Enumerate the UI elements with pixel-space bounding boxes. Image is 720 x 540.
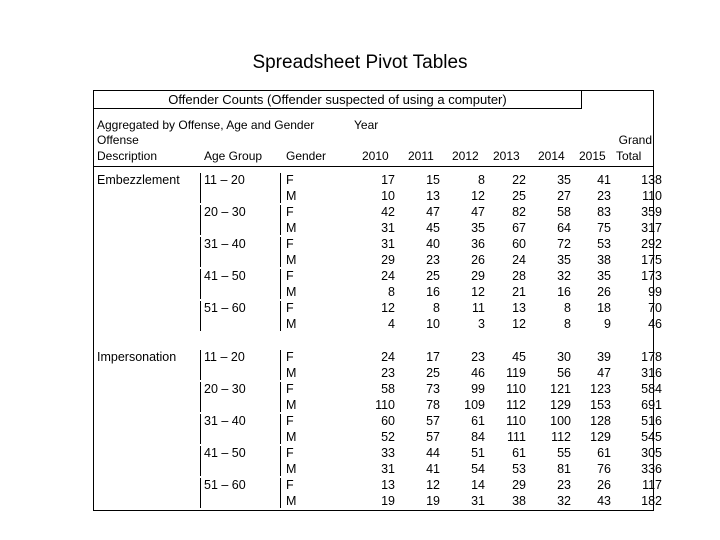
count-cell: 38	[512, 494, 526, 508]
count-cell: 25	[512, 189, 526, 203]
count-cell: 12	[471, 285, 485, 299]
count-cell: 45	[512, 350, 526, 364]
count-cell: 12	[512, 317, 526, 331]
count-cell: 26	[597, 478, 611, 492]
total-header: Total	[616, 149, 642, 163]
grand-total-cell: 182	[641, 494, 662, 508]
count-cell: 60	[512, 237, 526, 251]
age-group-border	[200, 173, 201, 203]
count-cell: 128	[590, 414, 611, 428]
count-cell: 31	[381, 237, 395, 251]
count-cell: 35	[557, 253, 571, 267]
gender-cell: F	[286, 301, 294, 315]
page-title: Spreadsheet Pivot Tables	[252, 52, 468, 73]
offense-header: Offense	[97, 133, 139, 147]
count-cell: 35	[557, 173, 571, 187]
age-group-border	[200, 237, 201, 267]
gender-border	[280, 269, 281, 299]
count-cell: 43	[597, 494, 611, 508]
gender-cell: F	[286, 350, 294, 364]
count-cell: 112	[506, 398, 526, 412]
count-cell: 4	[388, 317, 395, 331]
gender-cell: F	[286, 205, 294, 219]
count-cell: 72	[557, 237, 571, 251]
grand-total-cell: 691	[641, 398, 662, 412]
year-header: Year	[354, 118, 379, 132]
count-cell: 110	[506, 382, 526, 396]
count-cell: 31	[381, 462, 395, 476]
gender-cell: M	[286, 430, 297, 444]
grand-total-cell: 70	[648, 301, 662, 315]
count-cell: 19	[381, 494, 395, 508]
gender-cell: M	[286, 285, 297, 299]
age-group-label: 20 – 30	[204, 205, 246, 219]
count-cell: 119	[506, 366, 526, 380]
count-cell: 73	[426, 382, 440, 396]
age-group-label: 51 – 60	[204, 301, 246, 315]
aggregated-label: Aggregated by Offense, Age and Gender	[97, 118, 315, 132]
count-cell: 9	[604, 317, 611, 331]
gender-cell: M	[286, 189, 297, 203]
count-cell: 109	[464, 398, 485, 412]
count-cell: 23	[471, 350, 485, 364]
grand-header: Grand	[618, 133, 652, 147]
count-cell: 29	[512, 478, 526, 492]
age-group-border	[200, 414, 201, 444]
count-cell: 76	[597, 462, 611, 476]
grand-total-cell: 292	[641, 237, 662, 251]
count-cell: 16	[557, 285, 571, 299]
count-cell: 82	[512, 205, 526, 219]
grand-total-cell: 138	[641, 173, 662, 187]
age-group-border	[200, 382, 201, 412]
count-cell: 47	[426, 205, 440, 219]
count-cell: 26	[597, 285, 611, 299]
gender-cell: F	[286, 382, 294, 396]
count-cell: 61	[512, 446, 526, 460]
count-cell: 24	[381, 269, 395, 283]
count-cell: 84	[471, 430, 485, 444]
count-cell: 54	[471, 462, 485, 476]
count-cell: 81	[557, 462, 571, 476]
count-cell: 99	[471, 382, 485, 396]
count-cell: 17	[381, 173, 395, 187]
count-cell: 35	[597, 269, 611, 283]
count-cell: 15	[426, 173, 440, 187]
gender-cell: F	[286, 414, 294, 428]
age-group-label: 41 – 50	[204, 269, 246, 283]
count-cell: 53	[597, 237, 611, 251]
count-cell: 61	[471, 414, 485, 428]
count-cell: 100	[550, 414, 571, 428]
count-cell: 55	[557, 446, 571, 460]
age-group-label: 51 – 60	[204, 478, 246, 492]
year-2015-header: 2015	[579, 149, 606, 163]
count-cell: 23	[557, 478, 571, 492]
count-cell: 13	[426, 189, 440, 203]
count-cell: 23	[426, 253, 440, 267]
count-cell: 14	[471, 478, 485, 492]
year-2014-header: 2014	[538, 149, 565, 163]
count-cell: 11	[472, 301, 485, 315]
count-cell: 31	[381, 221, 395, 235]
age-group-label: 11 – 20	[204, 350, 245, 364]
count-cell: 24	[381, 350, 395, 364]
gender-cell: F	[286, 173, 294, 187]
grand-total-cell: 173	[641, 269, 662, 283]
age-group-label: 31 – 40	[204, 237, 246, 251]
age-group-label: 31 – 40	[204, 414, 246, 428]
age-group-label: 11 – 20	[204, 173, 245, 187]
gender-cell: M	[286, 253, 297, 267]
count-cell: 8	[564, 317, 571, 331]
gender-border	[280, 205, 281, 235]
gender-cell: F	[286, 478, 294, 492]
age-group-border	[200, 205, 201, 235]
gender-cell: M	[286, 221, 297, 235]
count-cell: 22	[512, 173, 526, 187]
count-cell: 45	[426, 221, 440, 235]
count-cell: 25	[426, 366, 440, 380]
gender-cell: F	[286, 446, 294, 460]
gender-border	[280, 237, 281, 267]
count-cell: 64	[557, 221, 571, 235]
count-cell: 32	[557, 269, 571, 283]
grand-total-cell: 99	[648, 285, 662, 299]
count-cell: 29	[471, 269, 485, 283]
gender-header: Gender	[286, 149, 327, 163]
count-cell: 27	[557, 189, 571, 203]
age-group-border	[200, 478, 201, 508]
offense-label: Embezzlement	[97, 173, 180, 187]
count-cell: 61	[597, 446, 611, 460]
count-cell: 121	[550, 382, 571, 396]
count-cell: 42	[381, 205, 395, 219]
count-cell: 30	[557, 350, 571, 364]
count-cell: 51	[471, 446, 485, 460]
count-cell: 83	[597, 205, 611, 219]
age-group-label: 20 – 30	[204, 382, 246, 396]
gender-cell: F	[286, 237, 294, 251]
grand-total-cell: 178	[641, 350, 662, 364]
gender-border	[280, 382, 281, 412]
grand-total-cell: 317	[641, 221, 662, 235]
count-cell: 10	[426, 317, 440, 331]
table-subtitle: Offender Counts (Offender suspected of using a computer)	[168, 92, 507, 107]
count-cell: 8	[433, 301, 440, 315]
count-cell: 8	[478, 173, 485, 187]
count-cell: 153	[590, 398, 611, 412]
count-cell: 21	[512, 285, 526, 299]
count-cell: 23	[597, 189, 611, 203]
year-2011-header: 2011	[408, 149, 434, 163]
year-2013-header: 2013	[493, 149, 520, 163]
count-cell: 40	[426, 237, 440, 251]
description-header: Description	[97, 149, 158, 163]
gender-border	[280, 478, 281, 508]
age-group-border	[200, 269, 201, 299]
grand-total-cell: 316	[641, 366, 662, 380]
count-cell: 8	[564, 301, 571, 315]
count-cell: 46	[471, 366, 485, 380]
count-cell: 58	[381, 382, 395, 396]
gender-border	[280, 446, 281, 476]
count-cell: 57	[426, 430, 440, 444]
count-cell: 10	[381, 189, 395, 203]
count-cell: 110	[375, 398, 395, 412]
year-2010-header: 2010	[362, 149, 389, 163]
count-cell: 56	[557, 366, 571, 380]
gender-cell: M	[286, 462, 297, 476]
count-cell: 24	[512, 253, 526, 267]
count-cell: 3	[478, 317, 485, 331]
count-cell: 53	[512, 462, 526, 476]
grand-total-cell: 359	[641, 205, 662, 219]
count-cell: 52	[381, 430, 395, 444]
count-cell: 41	[597, 173, 611, 187]
age-group-header: Age Group	[204, 149, 263, 163]
grand-total-cell: 175	[641, 253, 662, 267]
count-cell: 38	[597, 253, 611, 267]
count-cell: 129	[590, 430, 611, 444]
count-cell: 26	[471, 253, 485, 267]
count-cell: 32	[557, 494, 571, 508]
count-cell: 35	[471, 221, 485, 235]
grand-total-cell: 117	[642, 478, 662, 492]
age-group-label: 41 – 50	[204, 446, 246, 460]
count-cell: 47	[597, 366, 611, 380]
count-cell: 16	[426, 285, 440, 299]
count-cell: 13	[512, 301, 526, 315]
gender-border	[280, 301, 281, 331]
gender-cell: M	[286, 317, 297, 331]
gender-border	[280, 350, 281, 380]
count-cell: 47	[471, 205, 485, 219]
count-cell: 111	[506, 430, 526, 444]
grand-total-cell: 516	[641, 414, 662, 428]
grand-total-cell: 545	[641, 430, 662, 444]
count-cell: 19	[426, 494, 440, 508]
count-cell: 12	[381, 301, 395, 315]
count-cell: 12	[426, 478, 440, 492]
count-cell: 29	[381, 253, 395, 267]
grand-total-cell: 336	[641, 462, 662, 476]
count-cell: 31	[471, 494, 485, 508]
gender-cell: F	[286, 269, 294, 283]
count-cell: 123	[590, 382, 611, 396]
count-cell: 44	[426, 446, 440, 460]
count-cell: 33	[381, 446, 395, 460]
count-cell: 25	[426, 269, 440, 283]
count-cell: 60	[381, 414, 395, 428]
count-cell: 58	[557, 205, 571, 219]
year-2012-header: 2012	[452, 149, 479, 163]
count-cell: 110	[506, 414, 526, 428]
count-cell: 13	[381, 478, 395, 492]
count-cell: 23	[381, 366, 395, 380]
grand-total-cell: 110	[642, 189, 662, 203]
grand-total-cell: 46	[648, 317, 662, 331]
count-cell: 39	[597, 350, 611, 364]
age-group-border	[200, 446, 201, 476]
count-cell: 8	[388, 285, 395, 299]
gender-cell: M	[286, 398, 297, 412]
header-separator	[93, 166, 654, 167]
count-cell: 41	[426, 462, 440, 476]
gender-cell: M	[286, 366, 297, 380]
count-cell: 17	[426, 350, 440, 364]
offense-label: Impersonation	[97, 350, 177, 364]
count-cell: 112	[551, 430, 571, 444]
count-cell: 78	[426, 398, 440, 412]
count-cell: 129	[550, 398, 571, 412]
age-group-border	[200, 350, 201, 380]
grand-total-cell: 305	[641, 446, 662, 460]
count-cell: 57	[426, 414, 440, 428]
count-cell: 67	[512, 221, 526, 235]
gender-border	[280, 173, 281, 203]
count-cell: 36	[471, 237, 485, 251]
gender-border	[280, 414, 281, 444]
grand-total-cell: 584	[641, 382, 662, 396]
count-cell: 75	[597, 221, 611, 235]
age-group-border	[200, 301, 201, 331]
count-cell: 18	[597, 301, 611, 315]
count-cell: 12	[471, 189, 485, 203]
gender-cell: M	[286, 494, 297, 508]
count-cell: 28	[512, 269, 526, 283]
